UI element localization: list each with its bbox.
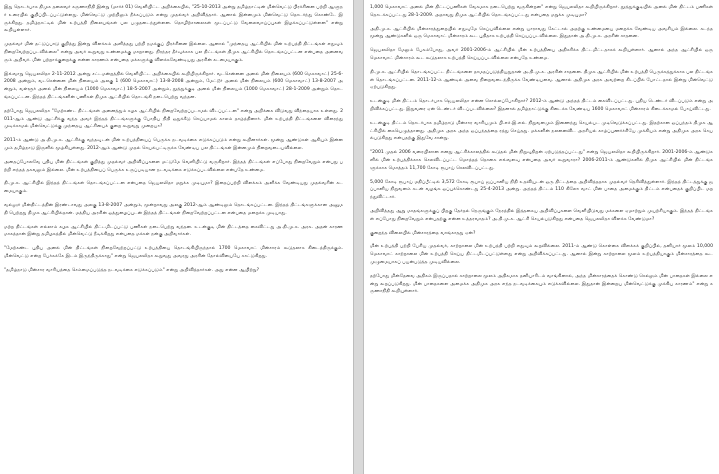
page-gutter xyxy=(353,0,364,474)
left-paragraph-4: தற்போது ஜெயலலிதா "மேற்கண்ட திட்டங்கள் அனைத்தும் கழக ஆட்சியில் நிறைவேற்றப்படாமல் விடப்பட்டன" என்று அறிக்கை விடுவது விந்தையாக உள்ளது. 2011-ஆம் ஆண்டு ஆட்சிக்கு வந்த அவர் இந்தத் திட்டங்களுக்கு போதிய நிதி ஒதுக்கீடு செய்யாமல் காலம் தாழ்த்தினார். மின் உற்பத்தி திட்டங்களை விரைந்து முடிக்காமல் மின்வெட்டுக்கு முந்தைய ஆட்சியைக் குறை கூறுவது முறையா? xyxy=(4,108,343,130)
right-paragraph-3: ஜெயலலிதா மேலும் பேசும்போது, அவர் 2001-2006-ம் ஆட்சியில் மின் உற்பத்தியை அதிகரிக்க திட்டமிட்டதாகக் கூறியுள்ளார். ஆனால் அந்த ஆட்சியில் ஒரு மெகாவாட் மின்சாரம் கூட கூடுதலாக உற்பத்தி செய்யப்படவில்லை என்பதே உண்மை. xyxy=(370,48,713,61)
right-paragraph-9: அறிவித்தது ஆறு மாதங்களுக்குப் பிறகு தேர்தல் நெருங்கும் நேரத்தில் இத்தகைய அறிவிப்புகளை வெளியிடுவது மக்களை ஏமாற்றும் முயற்சியாகும். இந்தத் திட்டங்கள் எப்போது நிறைவேறும் என்பதற்கு என்ன உத்தரவாதம்? அ.தி.மு.க. ஆட்சி செயல்படுகிறது என்பதை ஜெயலலிதா விளக்க வேண்டுமா? xyxy=(370,208,713,222)
right-paragraph-11: மின் உற்பத்தி பற்றி பேசிய முதல்வர், காற்றாலை மின் உற்பத்தி பற்றி எதுவும் கூறவில்லை. 2011-ம் ஆண்டு கொள்கை விளக்கக் குறிப்பில், தனியார் மூலம் 10,000 மெகாவாட் காற்றாலை மின் உற்பத்தி செய்ய திட்டமிடப்பட்டுள்ளது என்று அறிவிக்கப்பட்டது. ஆனால் இன்று காற்றாலை மூலம் உற்பத்தியாகும் மின்சாரத்தை கூட முழுமையாகப் பயன்படுத்த முடியவில்லை. xyxy=(370,244,713,265)
left-paragraph-11: "தமிழ்நாடு மின்சார வாரியத்தை செம்மைப்படுத்த நடவடிக்கை எடுக்கப்படும்" என்று அறிவித்தார்கள். அது என்ன ஆயிற்று? xyxy=(4,267,260,273)
left-paragraph-9: மற்ற திட்டங்கள் எல்லாம் கழக ஆட்சியில் திட்டமிடப்பட்டு பணிகள் நடைபெற்று வந்தன. உடன்குடி மின் திட்டத்தை கைவிட்டது அ.தி.மு.க. அரசு. அதன் காரணமாகத்தான் இன்று தமிழகத்தில் மின்வெட்டு நீடிக்கிறது என்பதை மக்கள் நன்கு அறிவார்கள். xyxy=(4,224,343,238)
left-page xyxy=(0,0,353,474)
left-paragraph-5: 2011-ம் ஆண்டு அ.தி.மு.க. ஆட்சிக்கு வந்தவுடன் மின் உற்பத்தியைப் பெருக்க நடவடிக்கை எடுக்கப்படும் என்று கூறினார்கள். மூன்று ஆண்டுகள் ஆகியும் இன்னமும் தமிழ்நாடு இருளில் மூழ்கியுள்ளது. 2012-ஆம் ஆண்டு முதல் செயல்பட்டிருக்க வேண்டிய பல திட்டங்கள் இன்னமும் நிறைவடையவில்லை. xyxy=(4,138,343,151)
left-paragraph-1: இது தொடர்பாக திமுக தலைவர் கருணாநிதி இன்று (மார்ச் 01) வெளியிட்ட அறிக்கையில், "25-10-2013 அன்று தமிழ்நாட்டின் மின்வெட்டு பிரச்சினை பற்றி ஆளுநர் உரையில் குறிப்பிடப்பட்டுள்ளது. மின்வெட்டு முற்றிலும் நீக்கப்படும் என்று முதல்வர் அறிவித்தார். ஆனால் இன்னமும் மின்வெட்டு தொடர்ந்து கொண்டே இருக்கிறது. தமிழ்நாட்டில் மின் உற்பத்தி நிலையங்கள் பல பழுதடைந்துள்ளன. தொழிற்சாலைகள் மூடப்பட்டு வேலைவாய்ப்புகள் இழக்கப்பட்டுள்ளன" என்று கூறியுள்ளார். xyxy=(4,5,343,34)
left-paragraph-10: "மேற்கண்ட புதிய அனல் மின் திட்டங்கள் நிறைவேற்றப்பட்டு உற்பத்தியை தொடங்கியிருந்தால் 1700 மெகாவாட் மின்சாரம் கூடுதலாக கிடைத்திருக்கும். மின்வெட்டு என்ற பேச்சுக்கே இடம் இருந்திருக்காது" என்று ஜெயலலிதா கூறுவது அவரது அரசின் தோல்வியையே காட்டுகிறது. xyxy=(4,246,343,259)
right-paragraph-10: குறைந்த விலையில் மின்சாரத்தை வாங்காதது ஏன்? xyxy=(370,230,476,236)
right-paragraph-5: உடன்குடி மின் திட்டம் தொடர்பாக ஜெயலலிதா என்ன சொல்லப்போகிறார்? 2012-ம் ஆண்டு அந்தத் திட்டம் கைவிடப்பட்டது. புதிய டெண்டர் விடப்படும் என்று அறிவிக்கப்பட்டது. இதுவரை ஏன் டெண்டர் விடப்படவில்லை? இதனால் தமிழ்நாட்டுக்கு கிடைக்க வேண்டிய 1600 மெகாவாட் மின்சாரம் கிடைக்காமல் போய்விட்டது. xyxy=(370,99,713,112)
right-paragraph-1: 1,000 மெகாவாட் அனல் மின் திட்டப்பணிகள் வேகமாக நடைபெற்று வருகின்றன" என்று ஜெயலலிதா கூறியிருக்கிறார். தூத்துக்குடியில் அனல் மின் திட்டம் பணிகள் தொடக்கப்பட்டது 28-1-2009. அதாவது திமுக ஆட்சியில் தொடங்கப்பட்டது என்பதை மறுக்க முடியுமா? xyxy=(370,5,713,18)
right-paragraph-4: தி.மு.க. ஆட்சியில் தொடங்கப்பட்ட திட்டங்களை தாமதப்படுத்தியதுதான் அ.தி.மு.க. அரசின் சாதனை. திமுக ஆட்சியில் மின் உற்பத்தி பெருக்கத்துக்காக பல திட்டங்கள் தொடங்கப்பட்டன. 2011-12-ம் ஆண்டில் அவை நிறைவடைந்திருக்க வேண்டியவை. ஆனால் அதிமுக அரசு அவற்றை கிடப்பில் போட்டதால் இன்று மின்வெட்டு ஏற்படுகிறது. xyxy=(370,69,713,91)
right-paragraph-12: தற்போது மின்தேவை அதிகம் இருப்பதால் காற்றாலை மூலம் அதிகமாக தனியாரிடம் வாங்கினால், அந்த மின்சாரத்தைக் கொண்டு செல்லும் மின் பாதைகள் இல்லை என்று கூறப்படுகிறது. மின் பாதைகளை அமைக்க அதிமுக அரசு எந்த நடவடிக்கையும் எடுக்கவில்லை. இதுதான் இன்றைய மின்வெட்டுக்கு முக்கிய காரணம்" என்று கருணாநிதி கூறியுள்ளார். xyxy=(370,273,713,295)
right-paragraph-8: 5,000 கோடி ரூபாய் மதிப்பீட்டில் 3,572 கோடி ரூபாய் ஜப்பானிய நிதி உதவியுடன் ஒரு திட்டத்தை அறிவித்ததாக முதல்வர் தெரிவித்துள்ளார். இந்தத் திட்டத்துக்கு ஜப்பானிய நிறுவனம் கடன் வழங்க ஒப்புக்கொண்டது 25-4-2013 அன்று. அந்தத் திட்டம் 110 கிலோ வாட் மின் பாதை அமைக்கும் திட்டம் என்பதைக் குறிப்பிட மறந்துவிட்டார். xyxy=(370,179,713,201)
right-page xyxy=(364,0,719,474)
right-paragraph-6: உடன்குடி திட்டம் தொடர்பாக தமிழ்நாடு மின்சார வாரியமும் பி.எச்.இ.எல். நிறுவனமும் இணைந்து செயல்பட முடிவெடுக்கப்பட்டது. இதற்கான ஒப்பந்தம் திமுக ஆட்சியில் கையெழுத்தானது. அதிமுக அரசு அந்த ஒப்பந்தத்தை ரத்து செய்தது. மக்களின் நலனைவிட அரசியல் காழ்ப்புணர்ச்சியே முக்கியம் என்று அதிமுக அரசு செயல்படுகிறது என்பதற்கு இதுவே சான்று. xyxy=(370,120,713,142)
left-paragraph-2: முதல்வர் மின் தட்டுப்பாடு குறித்து இன்று விளக்கம் அளித்தது பற்றி நமக்குப் பிரச்சினை இல்லை. ஆனால் "முந்தைய ஆட்சியில் மின் உற்பத்தி திட்டங்கள் எதுவும் நிறைவேற்றப்படவில்லை" என்று அவர் கூறுவது உண்மைக்கு மாறானது. நிரந்தர தீர்வுக்காக பல திட்டங்கள் திமுக ஆட்சியில் தொடங்கப்பட்டன என்பதை அனைவரும் அறிவர். மின் பற்றாக்குறைக்கு என்ன காரணம் என்பதை மக்களுக்கு விளக்கவேண்டியது அரசின் கடமையாகும். xyxy=(4,42,343,63)
left-paragraph-8: வல்லூர் மின்திட்டத்தின் இரண்டாவது அலகு 13-8-2007 அன்றும், மூன்றாவது அலகு 2012-ஆம் ஆண்டிலும் தொடங்கப்பட்டன. இந்தத் திட்டங்களுக்கான அனுமதி பெற்றது திமுக ஆட்சியில்தான். மத்திய அரசின் ஒத்துழைப்புடன் இந்தத் திட்டங்கள் நிறைவேற்றப்பட்டன என்பதை மறைக்க முடியாது. xyxy=(4,202,343,216)
right-paragraph-2: அதி.மு.க. ஆட்சியில் மின்சாரத்துறையில் எதுவுமே செய்யவில்லை என்று யாராவது கேட்டால் அதற்கு உண்மையை மறைக்க வேண்டிய அவசியம் இல்லை. கடந்த மூன்று ஆண்டுகளில் ஒரு மெகாவாட் மின்சாரம் கூட புதிதாக உற்பத்தி செய்யப்படவில்லை. இதுதான் அ.தி.மு.க. அரசின் சாதனை. xyxy=(370,26,713,40)
left-paragraph-3: இவ்வாறு ஜெயலலிதா 2-11-2012 அன்று சட்டமன்றத்தில் வெளியிட்ட அறிக்கையில் கூறியிருக்கிறார். வடசென்னை அனல் மின் நிலையம் (600 மெகாவாட்) 25-6-2008 அன்றும், வடசென்னை மின் நிலையம் அலகு 1 (600 மெகாவாட்) 13-8-2008 அன்றும், மேட்டூர் அனல் மின் நிலையம் (600 மெகாவாட்) 13-8-2007 அன்றும், வள்ளூர் அனல் மின் நிலையம் (1000 மெகாவாட்) 18-5-2007 அன்றும், தூத்துக்குடி அனல் மின் நிலையம் (1000 மெகாவாட்) 28-1-2009 அன்றும் தொடங்கப்பட்டன. இந்தத் திட்டங்களின் பணிகள் திமுக ஆட்சியில் தொடங்கி நடைபெற்று வந்தன. xyxy=(4,71,343,100)
left-paragraph-7: தி.மு.க. ஆட்சியில் இந்தத் திட்டங்கள் தொடங்கப்பட்டன என்பதை ஜெயலலிதா மறுக்க முடியுமா? இதைப்பற்றி விளக்கம் அளிக்க வேண்டியது முதல்வரின் கடமையாகும். xyxy=(4,181,343,195)
left-paragraph-6: அதைப்போலவே புதிய மின் திட்டங்கள் குறித்து முதல்வர் அறிவிப்புகளை மட்டுமே வெளியிட்டு வருகிறார். இந்தத் திட்டங்கள் எப்போது நிறைவேறும் என்பது பற்றி எந்தத் தகவலும் இல்லை. மின் உற்பத்தியைப் பெருக்க உருப்படியான நடவடிக்கை எடுக்கப்படவில்லை என்பதே உண்மை. xyxy=(4,159,343,173)
right-paragraph-7: "2001 முதல் 2006 வரையிலான எனது ஆட்சிக்காலத்தில் கூடுதல் மின் நிறுவுதிறன் ஏற்படுத்தப்பட்டது" என்று ஜெயலலிதா கூறியிருக்கிறார். 2001-2006-ம் ஆண்டுகளில் மின் உற்பத்திக்காக செலவிடப்பட்ட மொத்தத் தொகை எவ்வளவு என்பதை அவர் கூறுவாரா? 2006-2011-ம் ஆண்டுகளில் திமுக ஆட்சியில் மின் திட்டங்களுக்காக மொத்தம் 11,700 கோடி ரூபாய் செலவிடப்பட்டது. xyxy=(370,150,713,171)
